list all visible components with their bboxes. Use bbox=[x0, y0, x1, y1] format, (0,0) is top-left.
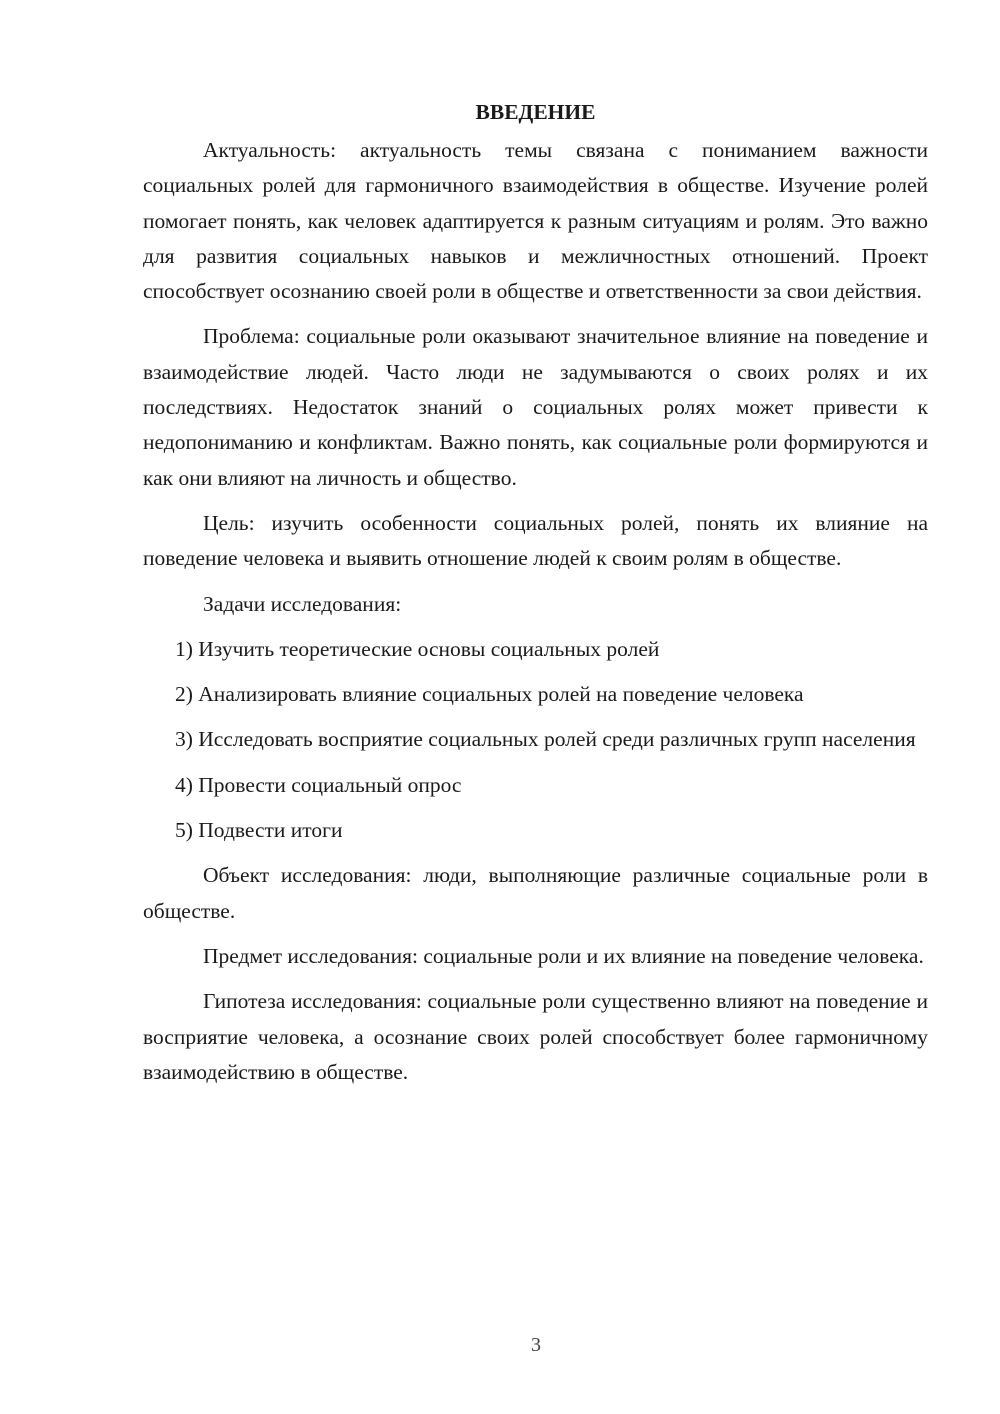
paragraph-object: Объект исследования: люди, выполняющие различные социальные роли в обществе. bbox=[143, 863, 928, 923]
task-item-2: 2) Анализировать влияние социальных ролей на поведение человека bbox=[175, 682, 804, 707]
paragraph-problem: Проблема: социальные роли оказывают значительное влияние на поведение и взаимодействие людей. Часто люди не задумываются о своих ролях и их последствиях. Недостаток знаний о социальных ролях может привести к недопониманию и конфликтам. Важно понять, как социальные роли формируются и как они влияют на личность и общество. bbox=[143, 324, 928, 490]
paragraph-relevance: Актуальность: актуальность темы связана с пониманием важности социальных ролей для гармоничного взаимодействия в обществе. Изучение ролей помогает понять, как человек адаптируется к разным ситуациям и ролям. Это важно для развития социальных навыков и межличностных отношений. Проект способствует осознанию своей роли в обществе и ответственности за свои действия. bbox=[143, 138, 928, 304]
task-item-5: 5) Подвести итоги bbox=[175, 818, 343, 843]
task-item-1: 1) Изучить теоретические основы социальных ролей bbox=[175, 636, 660, 661]
task-item-4: 4) Провести социальный опрос bbox=[175, 772, 462, 797]
page-number: 3 bbox=[531, 1334, 541, 1356]
paragraph-goal: Цель: изучить особенности социальных ролей, понять их влияние на поведение человека и выявить отношение людей к своим ролям в обществе. bbox=[143, 510, 928, 571]
page-content bbox=[143, 97, 928, 1100]
task-item-3: 3) Исследовать восприятие социальных ролей среди различных групп населения bbox=[175, 727, 916, 752]
tasks-heading: Задачи исследования: bbox=[203, 591, 402, 616]
paragraph-hypothesis: Гипотеза исследования: социальные роли существенно влияют на поведение и восприятие человека, а осознание своих ролей способствует более гармоничному взаимодействию в обществе. bbox=[143, 989, 928, 1084]
section-title: ВВЕДЕНИЕ bbox=[475, 100, 596, 124]
paragraph-subject: Предмет исследования: социальные роли и их влияние на поведение человека. bbox=[203, 943, 924, 968]
